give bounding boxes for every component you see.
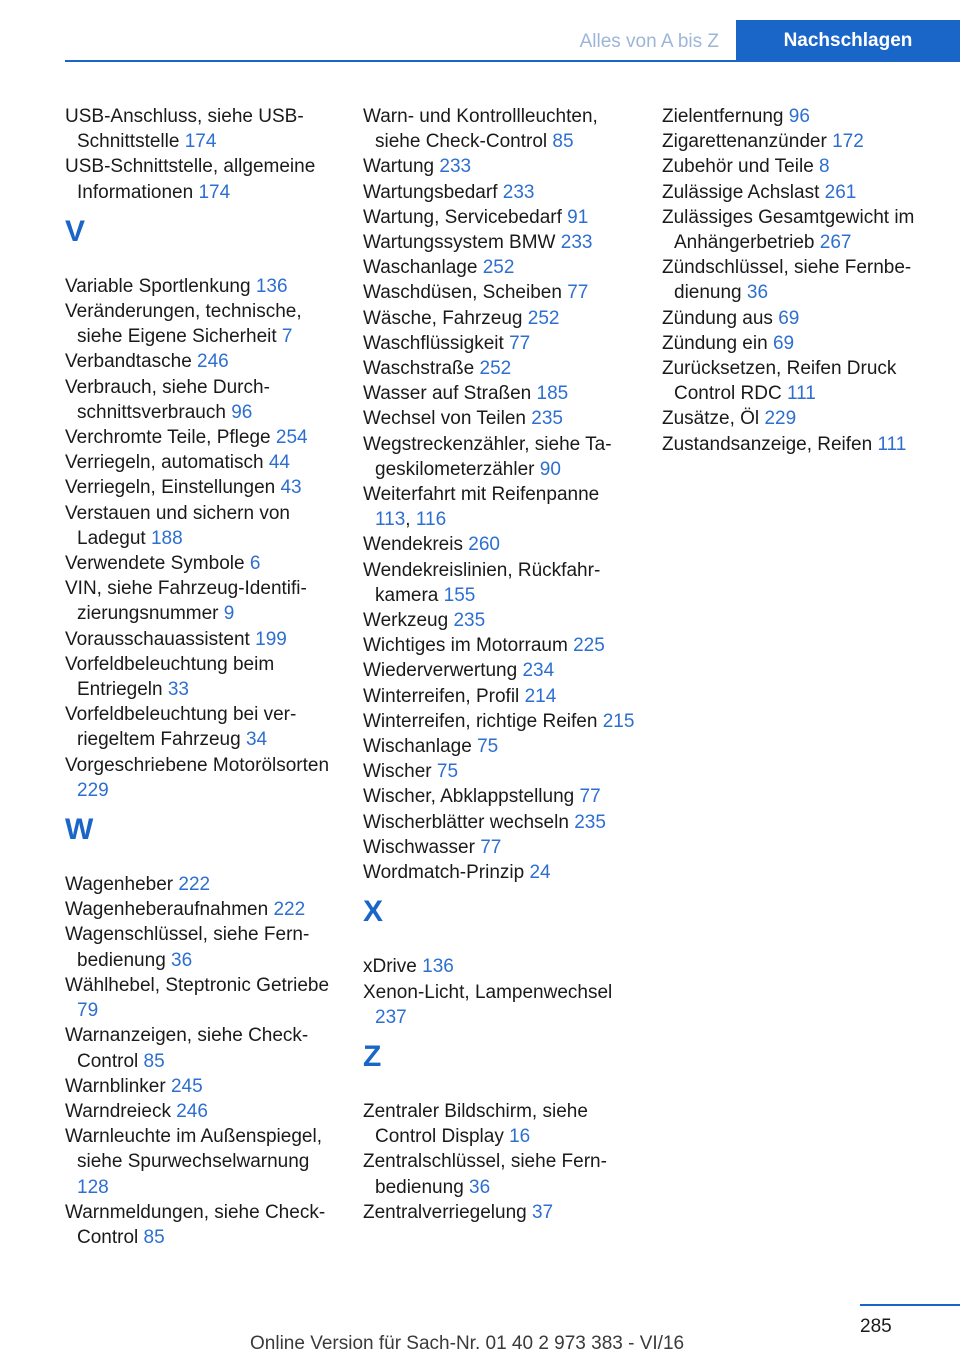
index-column-3 — [662, 104, 940, 457]
page-link[interactable]: 85 — [552, 131, 574, 153]
index-entry-text: Wagenheberaufnahmen — [65, 899, 269, 921]
index-entry-text: Zentralverriegelung — [363, 1201, 527, 1223]
index-entry — [363, 154, 638, 179]
page-link[interactable]: 235 — [574, 811, 606, 833]
index-entry-text: Xenon-Licht, Lampenwechsel — [363, 981, 613, 1003]
index-entry-text: Wagenschlüssel, siehe Fernbedienung — [65, 924, 310, 971]
page-link[interactable]: 235 — [531, 408, 563, 430]
index-entry-text: Zündung ein — [662, 332, 768, 354]
index-entry — [363, 1200, 638, 1225]
page-link[interactable]: 96 — [231, 401, 253, 423]
page-link[interactable]: 77 — [579, 786, 601, 808]
footer-rule — [860, 1304, 960, 1306]
page-link[interactable]: 188 — [150, 527, 183, 549]
index-entry — [662, 406, 940, 431]
page-link[interactable]: 111 — [786, 383, 816, 405]
index-entry-text: Wichtiges im Motorraum — [363, 635, 568, 657]
page-link[interactable]: 75 — [436, 761, 459, 783]
index-entry-text: Vorgeschriebene Motorölsorten — [65, 754, 330, 776]
page-number: 285 — [860, 1316, 892, 1337]
page-link[interactable]: 43 — [280, 477, 302, 499]
index-entry-text: Zündung aus — [662, 307, 773, 329]
page-link[interactable]: 69 — [772, 332, 795, 354]
index-entry-text: Vorfeldbeleuchtung beim Entriegeln — [65, 653, 275, 701]
index-entry — [662, 205, 940, 255]
page-link[interactable]: 91 — [567, 206, 589, 228]
page-link[interactable]: 246 — [197, 351, 229, 373]
index-entry — [363, 432, 638, 482]
index-entry — [363, 306, 638, 331]
index-entry — [363, 684, 638, 709]
index-letter-heading: X — [363, 895, 384, 929]
page-link[interactable]: 44 — [268, 452, 290, 474]
index-entry-text: USB-Anschluss, siehe USB-Schnittstelle — [65, 106, 304, 153]
index-entry-text: Warnanzeigen, siehe Check-Control — [65, 1025, 309, 1072]
index-entry — [65, 501, 340, 551]
index-entry — [363, 734, 638, 759]
index-entry-text: Wischer — [363, 761, 432, 783]
index-entry — [65, 299, 340, 349]
index-entry — [65, 897, 340, 922]
page-link[interactable]: 79 — [77, 1000, 99, 1022]
index-entry-text: Veränderungen, technische, siehe Eigene Sicherheit — [65, 301, 302, 348]
page-link[interactable]: 214 — [524, 685, 557, 707]
section-title[interactable]: Alles von A bis Z — [579, 31, 719, 52]
footer-text: Online Version für Sach-Nr. 01 40 2 973 383 - VI/16 — [250, 1333, 685, 1354]
index-entry — [363, 1099, 638, 1149]
index-entry — [662, 255, 940, 305]
index-entry-text: Wartungssystem BMW — [363, 232, 556, 254]
index-entry-text: Wagenheber — [65, 874, 174, 896]
index-entry — [65, 274, 340, 299]
index-entry — [363, 356, 638, 381]
page-link[interactable]: 8 — [819, 156, 830, 178]
page-link[interactable]: 185 — [536, 383, 569, 405]
index-entry-text: Verriegeln, Einstellungen — [65, 477, 276, 499]
index-column-2 — [363, 104, 638, 1225]
index-entry — [363, 954, 638, 979]
page-link[interactable]: 34 — [245, 729, 268, 751]
index-entry — [662, 432, 940, 457]
index-entry-text: Zusätze, Öl — [662, 408, 760, 430]
index-entry — [363, 1149, 638, 1199]
index-entry — [662, 331, 940, 356]
page-link[interactable]: 260 — [468, 534, 500, 556]
page-link[interactable]: 246 — [176, 1100, 208, 1122]
index-entry-text: Werkzeug — [363, 610, 449, 632]
index-entry-text: Zulässige Achslast — [662, 181, 820, 203]
index-entry — [65, 104, 340, 154]
index-entry — [65, 1074, 340, 1099]
page-link[interactable]: 222 — [178, 874, 211, 896]
index-entry — [363, 104, 638, 154]
page-link[interactable]: 77 — [567, 282, 589, 304]
page-link[interactable]: 116 — [415, 509, 447, 531]
page-link[interactable]: 215 — [602, 710, 635, 732]
index-entry — [65, 475, 340, 500]
index-entry-text: Warn- und Kontrollleuchten, siehe Check-Control — [363, 106, 598, 153]
index-entry-text: Wischwasser — [363, 836, 475, 858]
index-entry-text: USB-Schnittstelle, allgemeine Informationen — [65, 156, 316, 203]
index-entry — [65, 627, 340, 652]
index-entry — [65, 973, 340, 1023]
index-entry — [65, 753, 340, 803]
page-link[interactable]: 128 — [77, 1176, 109, 1198]
index-entry — [65, 922, 340, 972]
index-entry-text: Wählhebel, Steptronic Getriebe — [65, 974, 330, 996]
index-entry-text: Wischanlage — [363, 736, 472, 758]
index-entry — [363, 532, 638, 557]
index-entry — [65, 154, 340, 204]
index-entry-text: xDrive — [363, 956, 417, 978]
page-link[interactable]: 234 — [522, 660, 555, 682]
index-entry — [363, 255, 638, 280]
index-entry — [662, 154, 940, 179]
index-entry-text: Winterreifen, Profil — [363, 685, 520, 707]
page-link[interactable]: 33 — [167, 679, 189, 701]
index-entry — [662, 129, 940, 154]
page-link[interactable]: 233 — [560, 232, 593, 254]
page-link[interactable]: 96 — [788, 106, 810, 127]
page-link[interactable]: 16 — [509, 1126, 531, 1148]
index-entry: Weiterfahrt mit Reifenpanne 113, 116 — [363, 484, 600, 531]
index-entry — [65, 551, 340, 576]
index-entry-text: Vorausschauassistent — [65, 628, 250, 650]
index-entry-text: Wartung — [363, 156, 435, 178]
index-entry — [662, 306, 940, 331]
index-entry-text: Zulässiges Gesamtgewicht im Anhängerbetrieb — [662, 206, 915, 254]
index-entry-text: Wiederverwertung — [363, 660, 518, 682]
index-entry — [65, 1023, 340, 1073]
index-entry — [662, 180, 940, 205]
page-link[interactable]: 111 — [877, 433, 907, 455]
page-link[interactable]: 252 — [479, 358, 512, 380]
page-link[interactable]: 245 — [170, 1075, 203, 1097]
index-entry-text: Verbrauch, siehe Durchschnittsverbrauch — [65, 376, 270, 423]
page-link[interactable]: 233 — [439, 156, 472, 178]
page-link[interactable]: 136 — [422, 956, 454, 978]
index-letter-heading: V — [65, 214, 86, 248]
page-link[interactable]: 252 — [527, 307, 560, 329]
index-entry — [65, 349, 340, 374]
index-entry-text: Wartungsbedarf — [363, 181, 498, 203]
index-entry-text: Wäsche, Fahrzeug — [363, 307, 523, 329]
index-entry — [363, 180, 638, 205]
index-entry — [363, 633, 638, 658]
index-entry — [65, 702, 340, 752]
index-entry-text: Warnblinker — [65, 1075, 166, 1097]
index-entry — [65, 1200, 340, 1250]
page-link[interactable]: 267 — [819, 232, 852, 254]
index-entry-text: Wechsel von Teilen — [363, 408, 527, 430]
index-entry — [363, 558, 638, 608]
index-entry — [662, 104, 940, 129]
page-link[interactable]: 252 — [482, 257, 515, 279]
index-entry-text: Waschdüsen, Scheiben — [363, 282, 562, 304]
index-entry — [65, 375, 340, 425]
index-entry-text: Warnleuchte im Außenspiegel, siehe Spurwechselwarnung — [65, 1126, 322, 1173]
index-entry — [65, 652, 340, 702]
index-entry-text: Verstauen und sichern von Ladegut — [65, 502, 290, 549]
page-link[interactable]: 7 — [281, 326, 293, 348]
index-entry-text: Waschstraße — [363, 358, 475, 380]
index-entry-text: Verriegeln, automatisch — [65, 452, 264, 474]
index-entry — [65, 576, 340, 626]
index-entry — [65, 450, 340, 475]
page-link[interactable]: 261 — [824, 181, 857, 203]
index-entry-text: Zielentfernung — [662, 106, 784, 127]
page-link[interactable]: 36 — [171, 949, 193, 971]
index-entry-text: Verchromte Teile, Pflege — [65, 427, 271, 449]
index-entry-text: Zustandsanzeige, Reifen — [662, 433, 873, 455]
index-letter-heading: Z — [363, 1039, 382, 1073]
index-letter-heading: W — [65, 813, 94, 847]
index-entry — [363, 835, 638, 860]
index-entry — [363, 759, 638, 784]
page-link[interactable]: 6 — [249, 553, 261, 575]
index-entry-text: Zündschlüssel, siehe Fernbedienung — [662, 257, 912, 304]
index-entry — [363, 980, 638, 1030]
index-entry — [363, 810, 638, 835]
page-link[interactable]: 75 — [477, 736, 499, 758]
page-link[interactable]: 235 — [453, 610, 486, 632]
page-link[interactable]: 9 — [223, 603, 235, 625]
index-entry — [363, 860, 638, 885]
page-link[interactable]: 229 — [764, 408, 797, 430]
index-entry-text: Zentralschlüssel, siehe Fernbedienung — [363, 1151, 607, 1198]
index-entry-text: Wischer, Abklappstellung — [363, 786, 575, 808]
page-link[interactable]: 233 — [502, 181, 535, 203]
index-entry — [363, 784, 638, 809]
page-link[interactable]: 174 — [198, 181, 231, 203]
page-link[interactable]: 113 — [375, 509, 406, 531]
page-link[interactable]: 36 — [469, 1176, 491, 1198]
page-link[interactable]: 254 — [275, 427, 308, 449]
page-link[interactable]: 229 — [77, 779, 109, 801]
page-link[interactable]: 172 — [832, 131, 864, 153]
index-entry — [65, 872, 340, 897]
page-link[interactable]: 225 — [573, 635, 605, 657]
tab-nachschlagen[interactable]: Nachschlagen — [736, 20, 960, 61]
index-entry — [363, 205, 638, 230]
index-entry — [363, 658, 638, 683]
index-entry-text: Zurücksetzen, Reifen Druck Control RDC — [662, 358, 897, 405]
page-link[interactable]: 85 — [143, 1226, 165, 1248]
index-entry-text: Wasser auf Straßen — [363, 383, 532, 405]
index-entry — [363, 406, 638, 431]
page-link[interactable]: 77 — [480, 836, 502, 858]
index-entry-text: Wegstreckenzähler, siehe Tageskilometerzähler — [363, 433, 612, 480]
index-entry — [662, 356, 940, 406]
index-entry-text: Warnmeldungen, siehe Check-Control — [65, 1201, 326, 1248]
index-entry-text: Wendekreislinien, Rückfahrkamera — [363, 559, 601, 606]
index-entry-text: Wischerblätter wechseln — [363, 811, 569, 833]
index-entry-text: Zigarettenanzünder — [662, 131, 827, 153]
index-entry — [363, 381, 638, 406]
page-link[interactable]: 90 — [539, 458, 561, 480]
page-link[interactable]: 85 — [143, 1050, 165, 1072]
index-entry-text: Waschanlage — [363, 257, 478, 279]
page-link[interactable]: 69 — [778, 307, 800, 329]
index-entry — [363, 331, 638, 356]
index-entry-text: Waschflüssigkeit — [363, 332, 504, 354]
index-entry-text: Wartung, Servicebedarf — [363, 206, 562, 228]
page-link[interactable]: 24 — [529, 862, 551, 884]
page-link[interactable]: 77 — [509, 332, 531, 354]
page-link[interactable]: 37 — [531, 1201, 554, 1223]
index-entry-text: Verbandtasche — [65, 351, 192, 373]
page-link[interactable]: 155 — [443, 584, 476, 606]
index-entry — [65, 1124, 340, 1200]
index-entry-text: Wendekreis — [363, 534, 463, 556]
index-entry-text: Weiterfahrt mit Reifenpanne — [363, 484, 600, 506]
index-entry-text: Winterreifen, richtige Reifen — [363, 710, 598, 732]
index-entry-text: Variable Sportlenkung — [65, 275, 251, 297]
index-entry — [65, 1099, 340, 1124]
page-link[interactable]: 199 — [255, 628, 287, 650]
index-entry-text: VIN, siehe Fahrzeug-Identifizierungsnummer — [65, 578, 307, 625]
page-link[interactable]: 174 — [184, 131, 217, 153]
index-entry — [363, 608, 638, 633]
index-entry-text: Wordmatch-Prinzip — [363, 862, 525, 884]
page-link[interactable]: 136 — [255, 275, 288, 297]
page-link[interactable]: 237 — [375, 1006, 407, 1028]
index-entry-text: Vorfeldbeleuchtung bei verriegeltem Fahrzeug — [65, 704, 297, 751]
index-entry-text: Zubehör und Teile — [662, 156, 814, 178]
index-entry — [363, 230, 638, 255]
index-entry-text: Verwendete Symbole — [65, 553, 245, 575]
index-entry — [363, 280, 638, 305]
index-entry — [65, 425, 340, 450]
page-link[interactable]: 222 — [273, 899, 306, 921]
index-entry-text: Zentraler Bildschirm, siehe Control Display — [363, 1100, 588, 1148]
index-column-1 — [65, 104, 340, 1250]
page-link[interactable]: 36 — [746, 282, 769, 304]
index-entry-text: Warndreieck — [65, 1100, 171, 1122]
index-entry — [363, 709, 638, 734]
